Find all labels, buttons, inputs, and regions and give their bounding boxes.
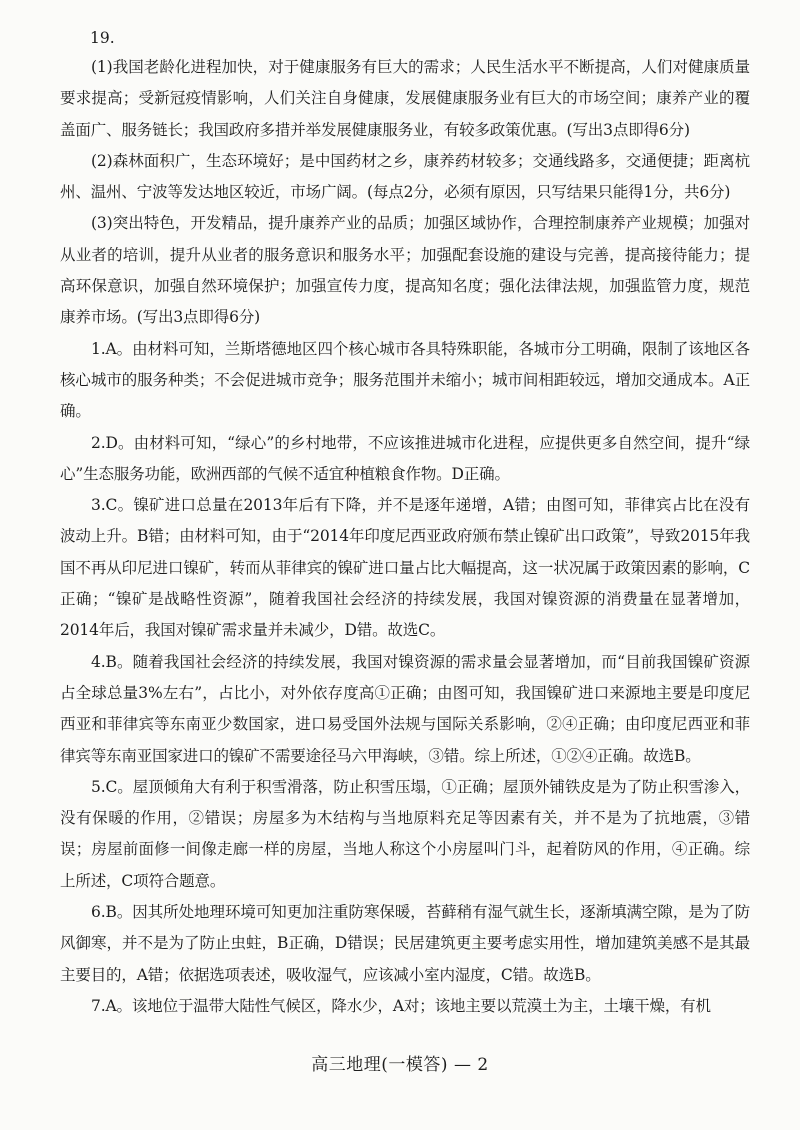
question-19-number: 19. — [90, 29, 115, 47]
question-19-part-2: (2)森林面积广，生态环境好；是中国药材之乡，康养药材较多；交通线路多，交通便捷；距离杭州、温州、宁波等发达地区较近，市场广阔。(每点2分，必须有原因，只写结果只能得1分，共6分) — [60, 151, 750, 202]
answer-3: 3.C。镍矿进口总量在2013年后有下降，并不是逐年递增，A错；由图可知，菲律宾占比在没有波动上升。B错；由材料可知，由于“2014年印度尼西亚政府颁布禁止镍矿出口政策”，导致2015年我国不再从印尼进口镍矿，转而从菲律宾的镍矿进口量占比大幅提高，这一状况属于政策因素的影响，C正确；“镍矿是战略性资源”，随着我国社会经济的持续发展，我国对镍资源的消费量在显著增加，2014年后，我国对镍矿需求量并未减少，D错。故选C。 — [60, 496, 750, 640]
question-19-part-3: (3)突出特色，开发精品，提升康养产业的品质；加强区域协作，合理控制康养产业规模；加强对从业者的培训，提升从业者的服务意识和服务水平；加强配套设施的建设与完善，提高接待能力；提高环保意识，加强自然环境保护；加强宣传力度，提高知名度；强化法律法规，加强监管力度，规范康养市场。(写出3点即得6分) — [60, 214, 750, 327]
page-footer: 高三地理(一模答) — 2 — [311, 1055, 489, 1075]
answer-2: 2.D。由材料可知，“绿心”的乡村地带，不应该推进城市化进程，应提供更多自然空间，提升“绿心”生态服务功能，欧洲西部的气候不适宜种植粮食作物。D正确。 — [60, 433, 750, 483]
answer-5: 5.C。屋顶倾角大有利于积雪滑落，防止积雪压塌，①正确；屋顶外铺铁皮是为了防止积雪渗入，没有保暖的作用，②错误；房屋多为木结构与当地原料充足等因素有关，并不是为了抗地震，③错误；房屋前面修一间像走廊一样的房屋，当地人称这个小房屋叫门斗，起着防风的作用，④正确。综上所述，C项符合题意。 — [60, 777, 750, 890]
question-19-part-1: (1)我国老龄化进程加快，对于健康服务有巨大的需求；人民生活水平不断提高，人们对健康质量要求提高；受新冠疫情影响，人们关注自身健康，发展健康服务业有巨大的市场空间；康养产业的覆盖面广、服务链长；我国政府多措并举发展健康服务业，有较多政策优惠。(写出3点即得6分) — [60, 58, 750, 139]
answer-1: 1.A。由材料可知，兰斯塔德地区四个核心城市各具特殊职能，各城市分工明确，限制了该地区各核心城市的服务种类；不会促进城市竞争；服务范围并未缩小；城市间相距较远，增加交通成本。A正确。 — [60, 339, 750, 421]
answer-4: 4.B。随着我国社会经济的持续发展，我国对镍资源的需求量会显著增加，而“目前我国镍矿资源占全球总量3%左右”，占比小，对外依存度高①正确；由图可知，我国镍矿进口来源地主要是印度尼西亚和菲律宾等东南亚少数国家，进口易受国外法规与国际关系影响，②④正确；由印度尼西亚和菲律宾等东南亚国家进口的镍矿不需要途径马六甲海峡，③错。综上所述，①②④正确。故选B。 — [60, 652, 750, 765]
answer-7: 7.A。该地位于温带大陆性气候区，降水少，A对；该地主要以荒漠土为主，土壤干燥，有机 — [91, 996, 711, 1015]
answer-6: 6.B。因其所处地理环境可知更加注重防寒保暖，苔藓稍有湿气就生长，逐渐填满空隙，是为了防风御寒，并不是为了防止虫蛀，B正确，D错误；民居建筑更主要考虑实用性，增加建筑美感不是其最主要目的，A错；依据选项表述，吸收湿气，应该减小室内湿度，C错。故选B。 — [60, 903, 750, 984]
answer-content — [60, 26, 750, 1022]
